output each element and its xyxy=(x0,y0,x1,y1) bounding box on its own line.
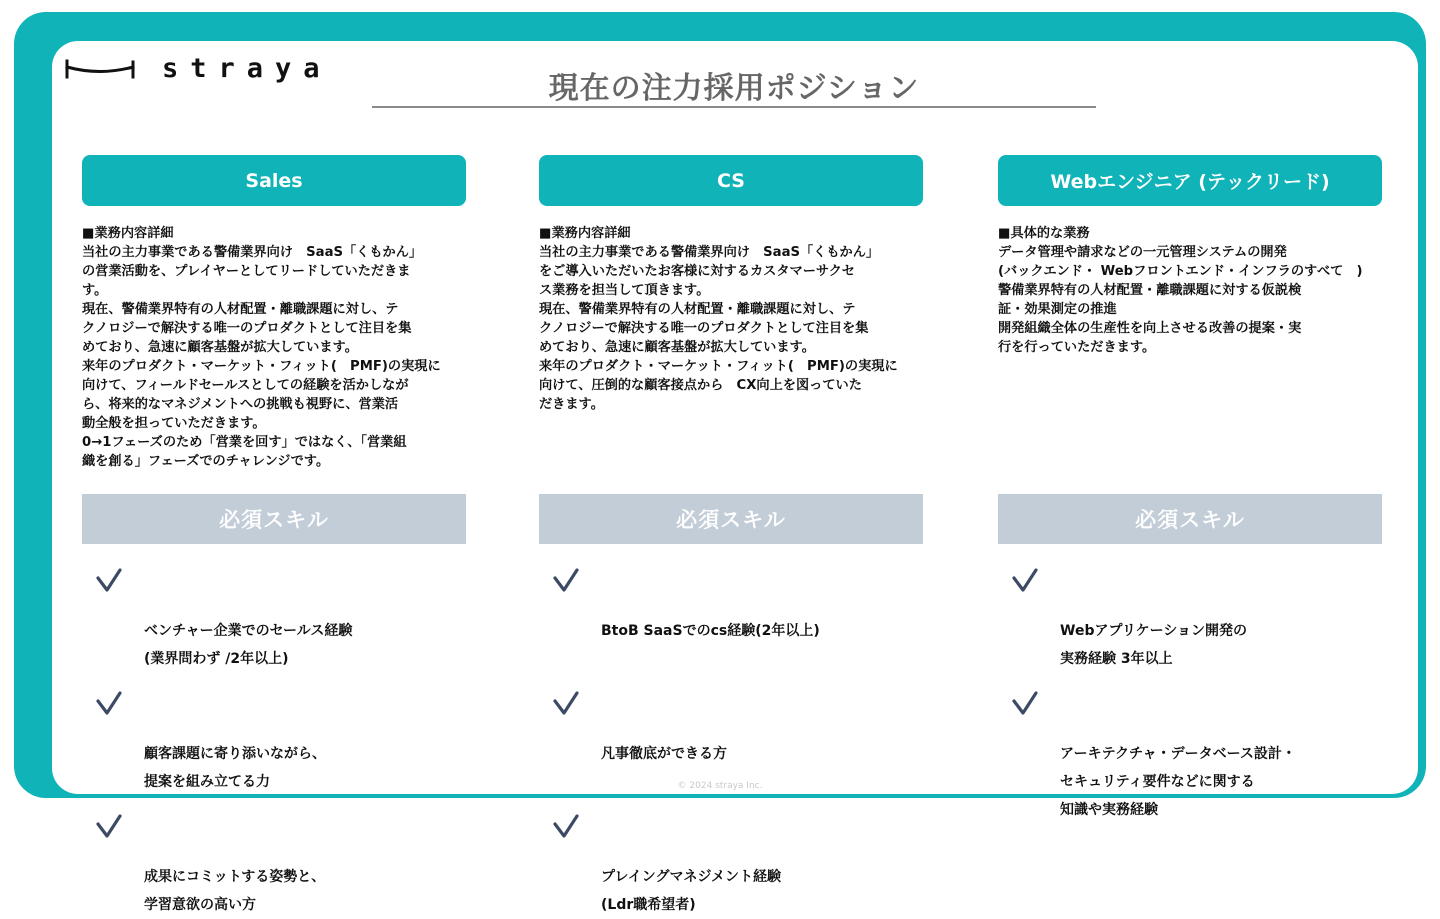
slide-card xyxy=(52,41,1418,913)
skill-item xyxy=(82,561,466,673)
position-column-sales xyxy=(82,155,466,913)
skill-item xyxy=(998,684,1382,824)
skill-text: 成果にコミットする姿勢と、 学習意欲の高い方 xyxy=(144,869,326,913)
skill-item xyxy=(82,684,466,796)
check-icon xyxy=(1012,690,1038,716)
required-skills-header: 必須スキル xyxy=(82,494,466,544)
job-detail-text: ■業務内容詳細 当社の主力事業である警備業界向け SaaS「くもかん」 の営業活動を、プレイヤーとしてリードしていただきま す。 現在、警備業界特有の人材配置・離職課題に対し、テ クノロジーで解決する唯一のプロダクトとして注目を集 めており、急速に顧客基盤が拡大しています。 来年のプロダクト・マーケット・フィット( PMF)の実現に 向けて、フィールドセールスとしての経験を活かしなが ら、将来的なマネジメントへの挑戦も視野に、営業活 動全般を担っていただきます。 0→1フェーズのため「営業を回す」ではなく、「営業組 織を創る」フェーズでのチャレンジです。 xyxy=(82,226,441,469)
required-skills-list xyxy=(82,561,466,919)
job-detail-text: ■具体的な業務 データ管理や請求などの一元管理システムの開発 (バックエンド・ Webフロントエンド・インフラのすべて ) 警備業界特有の人材配置・離職課題に対する仮説検 証・効果測定の推進 開発組織全体の生産性を向上させる改善の提案・実 行を行っていただきます。 xyxy=(998,226,1363,355)
check-icon xyxy=(553,567,579,593)
logo-mark-icon xyxy=(64,58,140,80)
required-skills-list xyxy=(539,561,923,919)
required-skills-header: 必須スキル xyxy=(539,494,923,544)
skill-text: アーキテクチャ・データベース設計・ セキュリティ要件などに関する 知識や実務経験 xyxy=(1060,746,1296,818)
job-detail-text: ■業務内容詳細 当社の主力事業である警備業界向け SaaS「くもかん」 をご導入いただいたお客様に対するカスタマーサクセ ス業務を担当して頂きます。 現在、警備業界特有の人材配置・離職課題に対し、テ クノロジーで解決する唯一のプロダクトとして注目を集 めており、急速に顧客基盤が拡大しています。 来年のプロダクト・マーケット・フィット( PMF)の実現に 向けて、圧倒的な顧客接点から CX向上を図っていた だきます。 xyxy=(539,226,898,412)
title-underline xyxy=(372,106,1096,108)
check-icon xyxy=(1012,567,1038,593)
skill-text: 顧客課題に寄り添いながら、 提案を組み立てる力 xyxy=(144,746,326,790)
skill-item xyxy=(539,807,923,919)
position-header: Webエンジニア (テックリード) xyxy=(998,155,1382,206)
check-icon xyxy=(553,813,579,839)
copyright-footer: © 2024 straya Inc. xyxy=(677,781,763,791)
brand-name: straya xyxy=(162,53,332,84)
check-icon xyxy=(96,567,122,593)
skill-item xyxy=(82,807,466,919)
skill-item xyxy=(998,561,1382,673)
skill-text: ベンチャー企業でのセールス経験 (業界問わず /2年以上) xyxy=(144,623,353,667)
required-skills-header: 必須スキル xyxy=(998,494,1382,544)
skill-text: プレイングマネジメント経験 (Ldr職希望者) xyxy=(601,869,782,913)
skill-text: 凡事徹底ができる方 xyxy=(601,746,727,762)
skill-item xyxy=(539,561,923,645)
skill-text: BtoB SaaSでのcs経験(2年以上) xyxy=(601,623,820,639)
position-column-web-engineer xyxy=(998,155,1382,818)
check-icon xyxy=(96,813,122,839)
skill-text: Webアプリケーション開発の 実務経験 3年以上 xyxy=(1060,623,1248,667)
position-header: CS xyxy=(539,155,923,206)
check-icon xyxy=(96,690,122,716)
check-icon xyxy=(553,690,579,716)
skill-item xyxy=(539,684,923,768)
slide-frame xyxy=(14,12,1426,913)
brand-logo xyxy=(64,53,332,84)
page-title: 現在の注力採用ポジション xyxy=(548,71,920,106)
position-header: Sales xyxy=(82,155,466,206)
